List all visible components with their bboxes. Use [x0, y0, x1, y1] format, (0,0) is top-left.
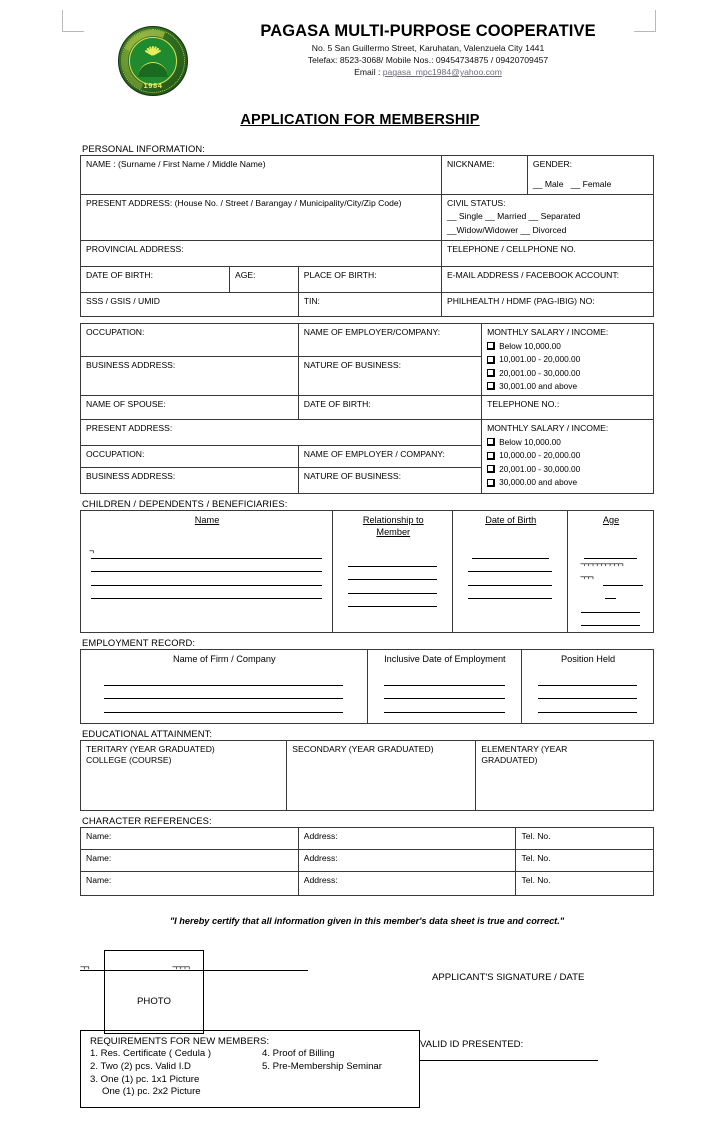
checkbox-icon[interactable] [487, 438, 495, 446]
reference-tel[interactable]: Tel. No. [516, 849, 654, 871]
checkbox-icon[interactable] [487, 452, 495, 460]
write-line[interactable] [104, 686, 343, 700]
checkbox-icon[interactable] [487, 479, 495, 487]
children-age-entries[interactable]: ¬¬¬¬¬¬¬¬¬¬ ¬¬¬ [568, 541, 654, 633]
table-row [81, 395, 654, 419]
column-header-label-2: Member [376, 527, 411, 538]
table-row [81, 156, 654, 195]
gender-option-female[interactable]: __ Female [570, 179, 612, 190]
table-header-row [81, 510, 654, 541]
form-body [0, 143, 720, 1074]
spouse-table [80, 395, 654, 494]
checkbox-icon[interactable] [487, 382, 495, 390]
write-line[interactable] [468, 572, 552, 586]
organization-address: No. 5 San Guillermo Street, Karuhatan, Valenzuela City 1441 [311, 42, 545, 53]
salary-option[interactable] [487, 477, 649, 488]
write-line[interactable] [348, 580, 437, 594]
salary-label: MONTHLY SALARY / INCOME: [487, 422, 609, 433]
table-row [81, 292, 654, 316]
write-line[interactable] [104, 699, 343, 713]
field-tin[interactable]: TIN: [298, 292, 441, 316]
field-tertiary[interactable] [81, 740, 287, 810]
checkbox-icon[interactable] [487, 369, 495, 377]
salary-option[interactable] [487, 354, 649, 365]
column-header-label: Position Held [561, 654, 616, 665]
table-row [81, 740, 654, 810]
section-label-education: EDUCATIONAL ATTAINMENT: [82, 727, 213, 739]
salary-option[interactable] [487, 341, 649, 352]
table-row [81, 419, 654, 445]
salary-option[interactable] [487, 450, 649, 461]
email-label: Email : [354, 67, 381, 78]
certification-statement: "I hereby certify that all information given in this member's data sheet is true and correct." [169, 915, 565, 926]
salary-option-label: Below 10,000.00 [499, 436, 561, 447]
field-nature-of-business[interactable]: NATURE OF BUSINESS: [298, 357, 481, 395]
children-col-age [568, 510, 654, 541]
civil-status-option-row-2[interactable]: __Widow/Widower __ Divorced [446, 224, 567, 235]
organization-email-row [196, 66, 660, 78]
write-line[interactable] [584, 545, 637, 559]
reference-address[interactable]: Address: [298, 849, 516, 871]
table-row [81, 541, 654, 633]
write-line[interactable] [538, 672, 638, 686]
field-spouse-business-address[interactable]: BUSINESS ADDRESS: [81, 467, 299, 493]
reference-address[interactable]: Address: [298, 827, 516, 849]
gender-label: GENDER: [532, 159, 573, 169]
salary-label: MONTHLY SALARY / INCOME: [487, 326, 609, 337]
reference-name[interactable]: Name: [81, 827, 299, 849]
checkbox-icon[interactable] [487, 465, 495, 473]
column-header-label: Name of Firm / Company [172, 654, 276, 665]
requirement-item: 1. Res. Certificate ( Cedula ) [90, 1048, 212, 1059]
employment-col-firm [81, 650, 368, 669]
write-line[interactable] [581, 599, 639, 613]
tertiary-label-line2: COLLEGE (COURSE) [86, 755, 172, 766]
write-line[interactable] [468, 586, 552, 600]
requirement-item: 5. Pre-Membership Seminar [262, 1060, 382, 1072]
table-header-row [81, 650, 654, 669]
field-spouse-present-address[interactable]: PRESENT ADDRESS: [81, 419, 482, 445]
signature-photo-area: ¬¬ ¬¬¬¬ PHOTO APPLICANT'S SIGNATURE / DATE VALID ID PRESENTED: [80, 944, 654, 1074]
table-row [81, 827, 654, 849]
salary-option[interactable] [487, 381, 649, 392]
requirement-item: One (1) pc. 2x2 Picture [102, 1086, 201, 1098]
field-sss-gsis-umid[interactable]: SSS / GSIS / UMID [81, 292, 299, 316]
elementary-label-line2: GRADUATED) [481, 755, 538, 766]
salary-option-list[interactable] [487, 341, 649, 392]
field-spouse-telephone[interactable]: TELEPHONE NO.: [482, 395, 654, 419]
write-line[interactable] [538, 686, 638, 700]
civil-status-label: CIVIL STATUS: [446, 197, 506, 208]
field-email-facebook[interactable]: E-MAIL ADDRESS / FACEBOOK ACCOUNT: [441, 266, 653, 292]
elementary-label-line1: ELEMENTARY (YEAR [481, 743, 568, 754]
table-row [81, 323, 654, 357]
employment-col-position [522, 650, 654, 669]
field-name[interactable]: NAME : (Surname / First Name / Middle Name) [81, 156, 442, 195]
requirements-column-left [90, 1048, 262, 1099]
reference-address[interactable]: Address: [298, 871, 516, 895]
personal-information-table [80, 155, 654, 317]
field-telephone[interactable]: TELEPHONE / CELLPHONE NO. [441, 240, 653, 266]
column-header-label: Name [194, 514, 220, 525]
tertiary-label-line1: TERITARY (YEAR GRADUATED) [86, 743, 215, 754]
children-dependents-table [80, 510, 654, 633]
requirements-box [80, 1030, 420, 1108]
crop-mark-top-right [634, 10, 656, 32]
field-place-of-birth[interactable]: PLACE OF BIRTH: [298, 266, 441, 292]
write-line[interactable] [91, 545, 322, 559]
field-business-address[interactable]: BUSINESS ADDRESS: [81, 357, 299, 395]
field-occupation[interactable]: OCCUPATION: [81, 323, 299, 357]
gender-options[interactable] [533, 179, 649, 190]
character-references-table [80, 827, 654, 896]
gender-option-male[interactable]: __ Male [532, 179, 564, 190]
field-secondary[interactable]: SECONDARY (YEAR GRADUATED) [287, 740, 476, 810]
checkbox-icon[interactable] [487, 356, 495, 364]
table-row [81, 668, 654, 723]
children-name-entries[interactable]: ¬ [81, 541, 333, 633]
children-col-dob [453, 510, 568, 541]
reference-tel[interactable]: Tel. No. [516, 827, 654, 849]
write-line[interactable] [581, 613, 639, 627]
write-line[interactable] [91, 572, 322, 586]
table-row [81, 266, 654, 292]
employment-dates-entries[interactable] [367, 668, 522, 723]
field-gender[interactable] [527, 156, 653, 195]
write-line[interactable] [348, 594, 437, 608]
reference-name[interactable]: Name: [81, 871, 299, 895]
section-label-personal: PERSONAL INFORMATION: [82, 143, 205, 154]
occupation-income-table [80, 323, 654, 396]
field-age[interactable]: AGE: [229, 266, 298, 292]
educational-attainment-table [80, 740, 654, 811]
field-provincial-address[interactable]: PROVINCIAL ADDRESS: [81, 240, 442, 266]
salary-option-label: 20,001.00 - 30,000.00 [499, 367, 581, 378]
section-label-references: CHARACTER REFERENCES: [82, 814, 212, 826]
table-row [81, 194, 654, 240]
cooperative-seal-icon [118, 26, 188, 96]
section-label-children: CHILDREN / DEPENDENTS / BENEFICIARIES: [82, 497, 288, 509]
field-spouse-monthly-salary[interactable] [482, 419, 654, 493]
column-header-label: Relationship to [362, 514, 424, 525]
salary-option-label: 20,001.00 - 30,000.00 [499, 463, 581, 474]
email-link[interactable]: pagasa_mpc1984@yahoo.com [382, 67, 502, 78]
write-line[interactable] [384, 699, 504, 713]
civil-status-option-row-1[interactable]: __ Single __ Married __ Separated [446, 211, 581, 222]
table-row [81, 240, 654, 266]
requirements-title: REQUIREMENTS FOR NEW MEMBERS: [90, 1036, 270, 1047]
write-line[interactable] [91, 586, 322, 600]
organization-info [190, 22, 660, 78]
field-philhealth[interactable]: PHILHEALTH / HDMF (PAG-IBIG) NO: [441, 292, 653, 316]
write-line[interactable] [91, 559, 322, 573]
table-row [81, 871, 654, 895]
field-nickname[interactable]: NICKNAME: [441, 156, 527, 195]
children-relationship-entries[interactable] [333, 541, 453, 633]
photo-placeholder-box[interactable] [104, 950, 204, 1034]
salary-option-label: 10,001.00 - 20,000.00 [499, 354, 581, 365]
requirements-column-right [262, 1048, 411, 1099]
requirement-item: 3. One (1) pc. 1x1 Picture [90, 1073, 200, 1085]
employment-record-table [80, 649, 654, 724]
checkbox-icon[interactable] [487, 342, 495, 350]
organization-contact: Telefax: 8523-3068/ Mobile Nos.: 09454734875 / 09420709457 [307, 55, 549, 65]
salary-option[interactable] [487, 464, 649, 475]
field-elementary[interactable] [476, 740, 654, 810]
children-dob-entries[interactable] [453, 541, 568, 633]
crop-mark-top-left [62, 10, 84, 32]
requirement-item: 2. Two (2) pcs. Valid I.D [90, 1060, 191, 1072]
section-label-employment: EMPLOYMENT RECORD: [82, 637, 196, 649]
write-line[interactable] [538, 699, 638, 713]
reference-name[interactable]: Name: [81, 849, 299, 871]
salary-option-label: 30,001.00 and above [499, 380, 578, 391]
field-date-of-birth[interactable]: DATE OF BIRTH: [81, 266, 230, 292]
field-monthly-salary[interactable] [482, 323, 654, 395]
children-col-name [81, 510, 333, 541]
column-header-label: Age [602, 514, 620, 525]
field-spouse-name[interactable]: NAME OF SPOUSE: [81, 395, 299, 419]
salary-option-label: 10,000.00 - 20,000.00 [499, 450, 581, 461]
requirements-grid [90, 1048, 411, 1099]
employment-firm-entries[interactable] [81, 668, 368, 723]
salary-option-label: Below 10,000.00 [499, 340, 561, 351]
field-civil-status[interactable] [441, 194, 653, 240]
write-line[interactable] [468, 559, 552, 573]
write-line[interactable] [384, 672, 504, 686]
applicant-signature-label: APPLICANT'S SIGNATURE / DATE [432, 971, 585, 983]
seal-year-label: 1984 [143, 81, 163, 90]
table-row [81, 849, 654, 871]
write-line[interactable] [104, 672, 343, 686]
field-spouse-employer[interactable]: NAME OF EMPLOYER / COMPANY: [298, 445, 481, 467]
field-spouse-occupation[interactable]: OCCUPATION: [81, 445, 299, 467]
write-line[interactable] [472, 545, 549, 559]
column-header-label: Inclusive Date of Employment [384, 654, 506, 665]
photo-label: PHOTO [137, 996, 171, 1008]
logo-container [118, 22, 190, 96]
column-header-label: Date of Birth [485, 514, 537, 525]
salary-option-list[interactable] [487, 437, 649, 488]
salary-option[interactable] [487, 368, 649, 379]
organization-name: PAGASA MULTI-PURPOSE COOPERATIVE [260, 22, 596, 40]
field-spouse-date-of-birth[interactable]: DATE OF BIRTH: [298, 395, 481, 419]
valid-id-line[interactable] [420, 1060, 598, 1061]
field-spouse-nature-of-business[interactable]: NATURE OF BUSINESS: [298, 467, 481, 493]
write-line[interactable] [348, 567, 437, 581]
salary-option[interactable] [487, 437, 649, 448]
document-header [0, 0, 720, 96]
children-col-relationship [333, 510, 453, 541]
reference-tel[interactable]: Tel. No. [516, 871, 654, 895]
field-employer[interactable]: NAME OF EMPLOYER/COMPANY: [298, 323, 481, 357]
write-line[interactable] [384, 686, 504, 700]
page-title: APPLICATION FOR MEMBERSHIP [240, 112, 480, 128]
valid-id-label: VALID ID PRESENTED: [420, 1038, 524, 1050]
salary-option-label: 30,000.00 and above [499, 477, 578, 488]
employment-position-entries[interactable] [522, 668, 654, 723]
employment-col-dates [367, 650, 522, 669]
write-line[interactable] [348, 553, 437, 567]
field-present-address[interactable]: PRESENT ADDRESS: (House No. / Street / Barangay / Municipality/City/Zip Code) [81, 194, 442, 240]
requirement-item: 4. Proof of Billing [262, 1048, 335, 1059]
